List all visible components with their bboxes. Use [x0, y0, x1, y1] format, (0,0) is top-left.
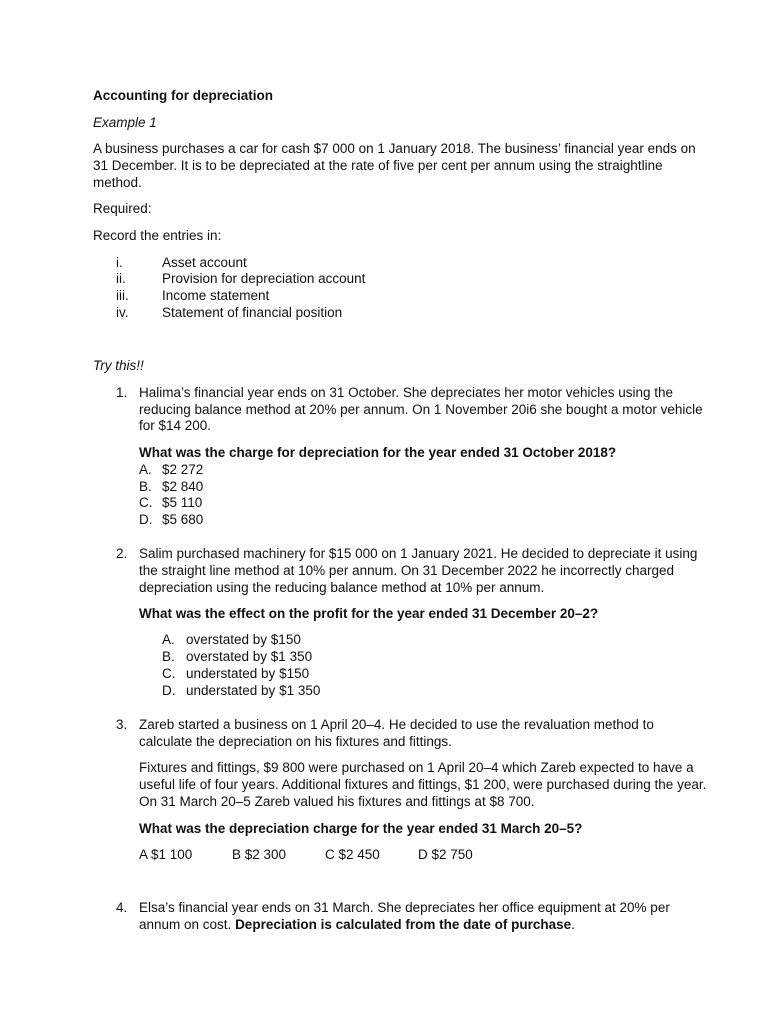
question-text-line: calculate the depreciation on his fixtures and fittings.	[139, 734, 452, 749]
option-letter: B.	[162, 649, 175, 664]
question-text-line: Salim purchased machinery for $15 000 on 1 January 2021. He decided to depreciate it using	[139, 546, 698, 561]
question-text-line: Elsa’s financial year ends on 31 March. She depreciates her office equipment at 20% per	[139, 900, 670, 915]
option-text: $2 272	[162, 462, 204, 477]
example-text-line: method.	[93, 175, 142, 190]
question-number: 4.	[116, 900, 128, 915]
record-item-text: Provision for depreciation account	[162, 271, 366, 286]
option-text: $5 680	[162, 512, 204, 527]
option-text: overstated by $150	[186, 632, 301, 647]
option-text: understated by $150	[186, 666, 310, 681]
question-text-line: On 31 March 20–5 Zareb valued his fixtures and fittings at $8 700.	[139, 794, 535, 809]
option-text: understated by $1 350	[186, 683, 321, 698]
option-inline: D $2 750	[418, 847, 473, 862]
record-item-text: Income statement	[162, 288, 270, 303]
document-title: Accounting for depreciation	[93, 88, 274, 103]
question-text-line: Zareb started a business on 1 April 20–4. He decided to use the revaluation method to	[139, 717, 654, 732]
record-item-number: ii.	[116, 271, 126, 286]
question-text-line: the straight line method at 10% per annum. On 31 December 2022 he incorrectly charged	[139, 563, 675, 578]
option-letter: C.	[139, 495, 153, 510]
option-letter: D.	[162, 683, 176, 698]
record-item-number: iii.	[116, 288, 129, 303]
question-prompt: What was the charge for depreciation for the year ended 31 October 2018?	[139, 445, 617, 460]
option-letter: A.	[139, 462, 152, 477]
option-text: overstated by $1 350	[186, 649, 313, 664]
option-inline: C $2 450	[325, 847, 380, 862]
try-this-label: Try this!!	[93, 358, 144, 373]
question-number: 1.	[116, 385, 128, 400]
record-item-text: Statement of financial position	[162, 305, 343, 320]
option-text: $2 840	[162, 479, 204, 494]
question-text-line: Halima’s financial year ends on 31 October. She depreciates her motor vehicles using the	[139, 385, 674, 400]
option-inline: A $1 100	[139, 847, 193, 862]
example-text-line: A business purchases a car for cash $7 000 on 1 January 2018. The business’ financial year ends on	[93, 141, 696, 156]
option-text: $5 110	[162, 495, 203, 510]
record-item-number: i.	[116, 255, 123, 270]
required-label: Required:	[93, 201, 152, 216]
question-text-line: reducing balance method at 20% per annum. On 1 November 20i6 she bought a motor vehicle	[139, 402, 703, 417]
question-text-line: depreciation using the reducing balance method at 10% per annum.	[139, 580, 545, 595]
question-text-segment: annum on cost.	[139, 917, 236, 932]
question-text-segment: .	[571, 917, 575, 932]
question-text-line	[139, 916, 575, 933]
option-letter: B.	[139, 479, 152, 494]
question-number: 3.	[116, 717, 128, 732]
option-letter: A.	[162, 632, 175, 647]
question-emphasis: Depreciation is calculated from the date of purchase	[235, 917, 572, 932]
question-text-line: useful life of four years. Additional fixtures and fittings, $1 200, were purchased during the year.	[139, 777, 707, 792]
question-text-line: Fixtures and fittings, $9 800 were purchased on 1 April 20–4 which Zareb expected to have a	[139, 760, 694, 775]
option-letter: D.	[139, 512, 153, 527]
option-inline: B $2 300	[232, 847, 287, 862]
example-label: Example 1	[93, 115, 157, 130]
option-letter: C.	[162, 666, 176, 681]
question-prompt: What was the depreciation charge for the year ended 31 March 20–5?	[139, 821, 583, 836]
question-text-line: for $14 200.	[139, 418, 212, 433]
record-item-number: iv.	[116, 305, 129, 320]
record-item-text: Asset account	[162, 255, 247, 270]
example-text-line: 31 December. It is to be depreciated at the rate of five per cent per annum using the straightline	[93, 158, 663, 173]
question-number: 2.	[116, 546, 128, 561]
record-intro: Record the entries in:	[93, 228, 222, 243]
question-prompt: What was the effect on the profit for the year ended 31 December 20–2?	[139, 606, 599, 621]
